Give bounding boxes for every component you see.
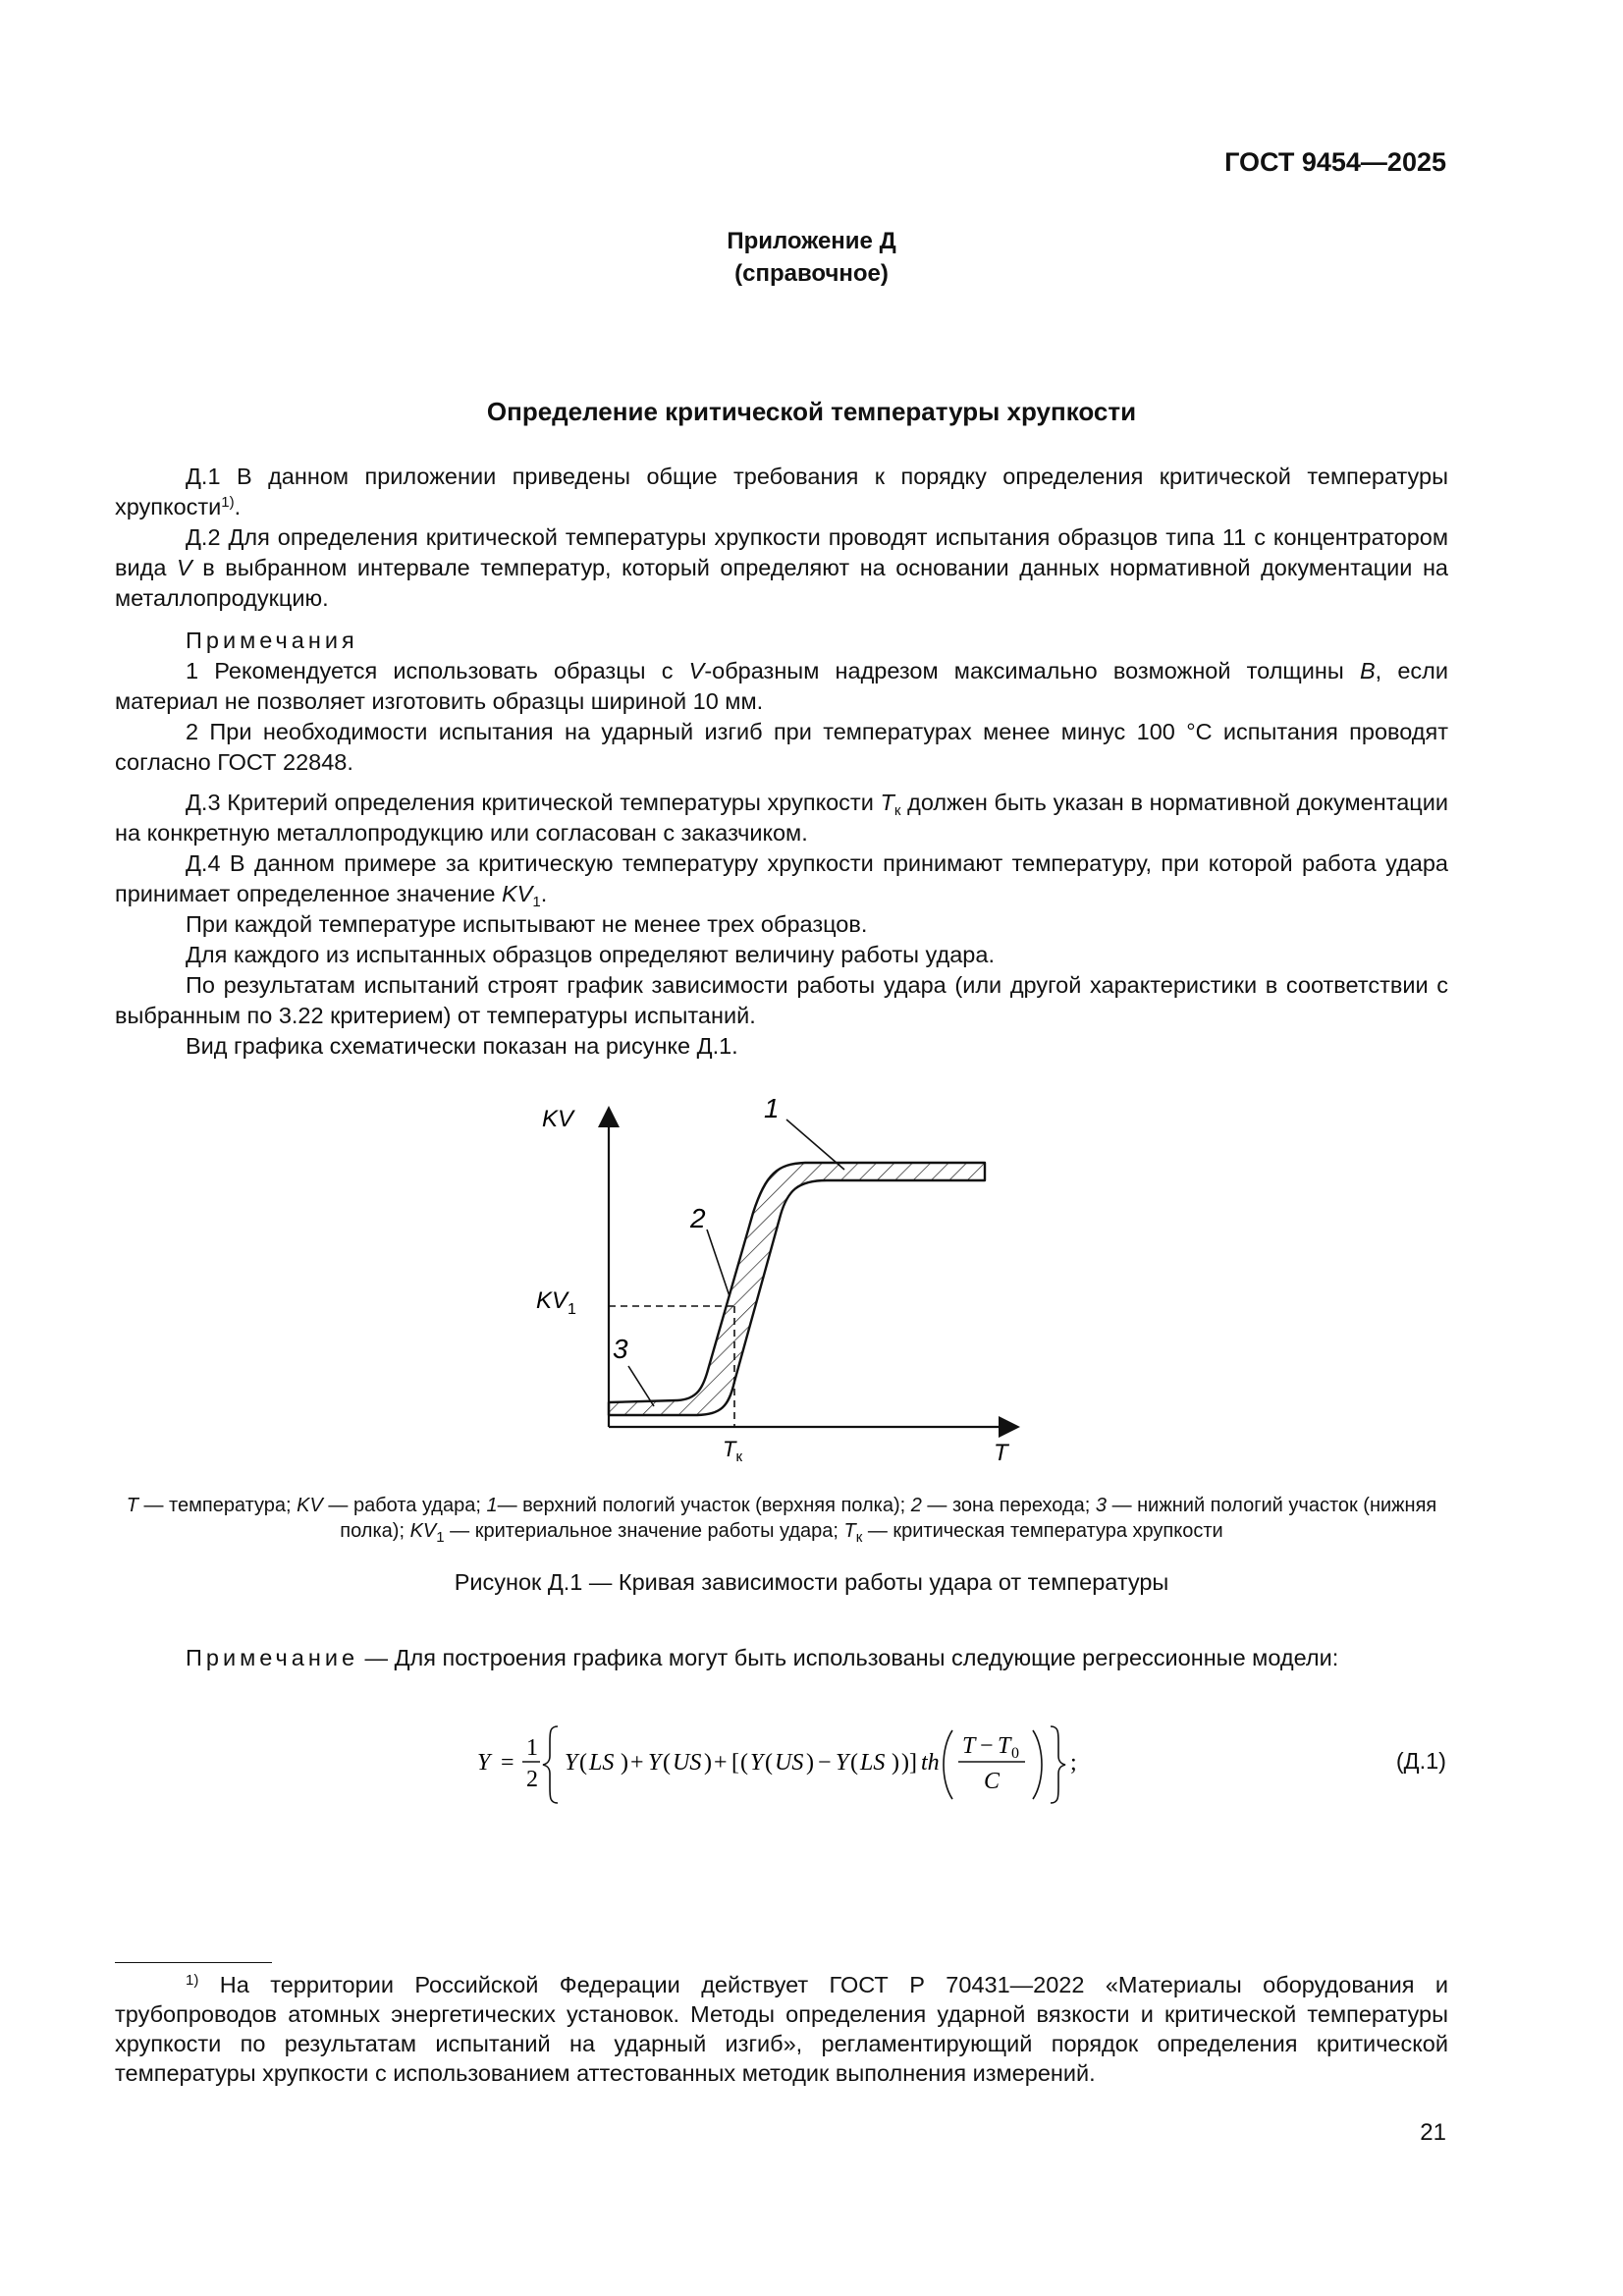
callout-1-label: 1 xyxy=(764,1093,780,1123)
svg-text:US: US xyxy=(775,1750,804,1776)
formula-d1 xyxy=(471,1709,1119,1817)
page-number: 21 xyxy=(1420,2119,1446,2146)
figure-impact-energy-curve xyxy=(530,1075,1041,1478)
body-text xyxy=(115,462,1448,1062)
y-axis-label: KV xyxy=(542,1106,574,1132)
note-1: 1 Рекомендуется использовать образцы с V-образным надрезом максимально возможной толщины B, если материал не позволяет изготовить образцы шириной 10 мм. xyxy=(115,658,1448,714)
svg-text:+: + xyxy=(630,1750,644,1776)
svg-text:LS: LS xyxy=(589,1750,615,1776)
svg-text:): ) xyxy=(621,1750,628,1776)
regression-note: Примечание — Для построения графика могут быть использованы следующие регрессионные модели: xyxy=(186,1645,1339,1670)
paragraph-three-samples: При каждой температуре испытывают не менее трех образцов. xyxy=(186,911,868,937)
figure-caption: Рисунок Д.1 — Кривая зависимости работы удара от температуры xyxy=(454,1569,1169,1595)
svg-text:Y: Y xyxy=(750,1750,764,1776)
svg-text:Y: Y xyxy=(477,1750,491,1776)
notes-label: Примечания xyxy=(186,628,358,653)
svg-text:]: ] xyxy=(909,1750,917,1776)
svg-text:): ) xyxy=(901,1750,909,1776)
svg-text:−: − xyxy=(980,1733,994,1759)
svg-text:Y: Y xyxy=(648,1750,662,1776)
svg-text:Y: Y xyxy=(836,1750,849,1776)
formula-number: (Д.1) xyxy=(1395,1748,1446,1774)
kv1-label: $KV_1$ xyxy=(536,1287,576,1318)
svg-text:T: T xyxy=(962,1733,976,1759)
paragraph-each-sample: Для каждого из испытанных образцов определяют величину работы удара. xyxy=(186,942,995,967)
svg-text:2: 2 xyxy=(526,1767,538,1792)
svg-text:th: th xyxy=(921,1750,940,1776)
callout-2-label: 2 xyxy=(690,1203,706,1233)
svg-text:=: = xyxy=(501,1750,514,1776)
callout-3-leader xyxy=(628,1366,654,1406)
svg-text:Y: Y xyxy=(565,1750,578,1776)
svg-text:(: ( xyxy=(740,1750,748,1776)
paragraph-d1: Д.1 В данном приложении приведены общие требования к порядку определения критической температуры хрупкости$^{1)}$. xyxy=(115,464,1448,519)
svg-text:[: [ xyxy=(731,1750,739,1776)
svg-text:C: C xyxy=(984,1769,1001,1794)
footnote-ref[interactable]: 1) xyxy=(221,494,235,511)
svg-text:US: US xyxy=(673,1750,702,1776)
svg-text:(: ( xyxy=(850,1750,858,1776)
svg-text:−: − xyxy=(818,1750,832,1776)
callout-2-leader xyxy=(707,1230,730,1296)
paragraph-graph: По результатам испытаний строят график зависимости работы удара (или другой характеристики в соответствии с выбранным по 3.22 критерием) от температуры испытаний. xyxy=(115,972,1448,1028)
svg-text:(: ( xyxy=(765,1750,773,1776)
svg-text:T: T xyxy=(998,1733,1011,1759)
document-id-header: ГОСТ 9454—2025 xyxy=(1224,147,1446,177)
footnote: $^{1)}$ На территории Российской Федерации действует ГОСТ Р 70431—2022 «Материалы оборудования и трубопроводов атомных энергетических установок. Методы определения ударной вязкости и критической температуры хрупкости по результатам испытаний на ударный изгиб», регламентирующий порядок определения критической температуры хрупкости с использованием аттестованных методик выполнения измерений. xyxy=(115,1972,1448,2086)
x-axis-label: T xyxy=(994,1440,1008,1466)
paragraph-d2: Д.2 Для определения критической температуры хрупкости проводят испытания образцов типа 11 с концентратором вида V в выбранном интервале температур, который определяют на основании данных нормативной документации на металлопродукцию. xyxy=(115,524,1448,611)
svg-text:): ) xyxy=(892,1750,899,1776)
svg-text:LS: LS xyxy=(860,1750,886,1776)
svg-text:0: 0 xyxy=(1011,1745,1019,1762)
note-2: 2 При необходимости испытания на ударный изгиб при температурах менее минус 100 °C испытания проводят согласно ГОСТ 22848. xyxy=(115,719,1448,775)
footnote-divider xyxy=(115,1962,272,1963)
svg-text:+: + xyxy=(714,1750,728,1776)
appendix-title: Приложение Д xyxy=(727,228,896,254)
svg-text:(: ( xyxy=(663,1750,671,1776)
paragraph-view: Вид графика схематически показан на рисунке Д.1. xyxy=(186,1033,738,1059)
appendix-subtitle: (справочное) xyxy=(734,260,889,287)
svg-text:;: ; xyxy=(1070,1750,1077,1776)
figure-legend: T — температура; KV — работа удара; 1— верхний пологий участок (верхняя полка); 2 — зона перехода; 3 — нижний пологий участок (нижняя полка); $KV_1$ — критериальное значение работы удара; $T_к$ — критическая температура хрупкости xyxy=(126,1495,1437,1546)
svg-text:): ) xyxy=(806,1750,814,1776)
scatter-band xyxy=(609,1163,985,1415)
callout-3-label: 3 xyxy=(613,1334,628,1364)
svg-text:(: ( xyxy=(579,1750,587,1776)
svg-text:1: 1 xyxy=(526,1735,538,1761)
svg-text:): ) xyxy=(704,1750,712,1776)
paragraph-d3: Д.3 Критерий определения критической температуры хрупкости $T_к$ должен быть указан в нормативной документации на конкретную металлопродукцию или согласован с заказчиком. xyxy=(115,790,1448,846)
tk-label: $T_к$ xyxy=(723,1437,743,1465)
section-title: Определение критической температуры хрупкости xyxy=(486,397,1137,426)
paragraph-d4: Д.4 В данном примере за критическую температуру хрупкости принимают температуру, при которой работа удара принимает определенное значение $KV_1$. xyxy=(115,850,1448,910)
